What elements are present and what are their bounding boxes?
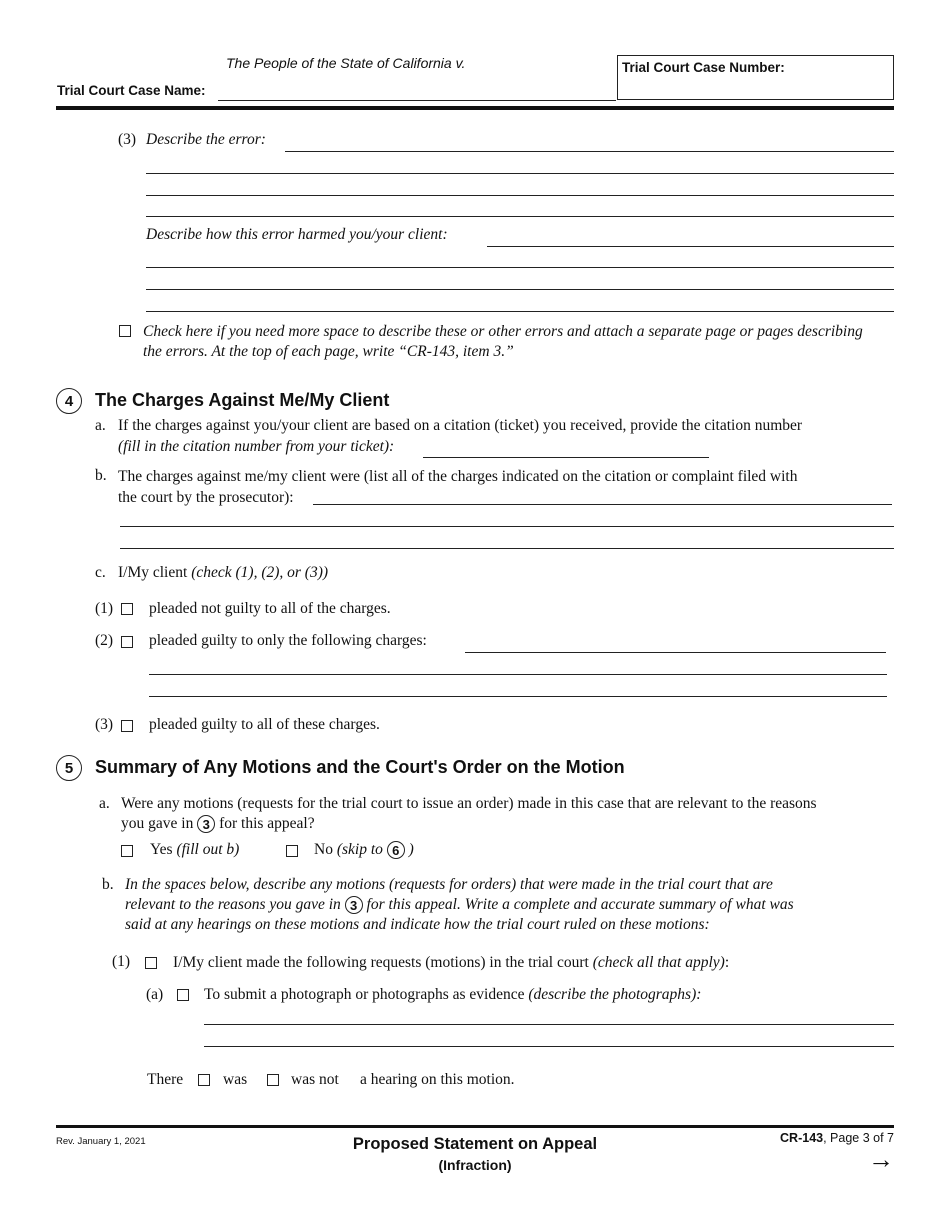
item3-number: (3) bbox=[118, 131, 137, 148]
harm-line-4[interactable] bbox=[146, 311, 894, 312]
pa-number: (a) bbox=[146, 986, 164, 1003]
p1-italic: (check all that apply) bbox=[592, 954, 725, 971]
sec5-a-label: a. bbox=[99, 795, 110, 812]
sec5-b-text3: said at any hearings on these motions and indicate how the trial court ruled on these motions: bbox=[125, 916, 710, 933]
error-line-3[interactable] bbox=[146, 195, 894, 196]
yes-text: Yes bbox=[150, 841, 173, 858]
footer-title: Proposed Statement on Appeal bbox=[352, 1135, 598, 1153]
item-3-reference: 3 bbox=[197, 815, 215, 833]
pa-italic: (describe the photographs): bbox=[528, 986, 702, 1003]
revision-date: Rev. January 1, 2021 bbox=[56, 1136, 146, 1147]
sec5-b-label: b. bbox=[102, 876, 114, 893]
sec4-a-label: a. bbox=[95, 417, 106, 434]
hearing-was-checkbox[interactable] bbox=[198, 1074, 210, 1086]
harm-line-3[interactable] bbox=[146, 289, 894, 290]
motions-no-label bbox=[314, 841, 414, 859]
header-rule bbox=[56, 106, 894, 110]
p1-number: (1) bbox=[112, 953, 131, 970]
sec5-a-pre: you gave in bbox=[121, 815, 194, 832]
section-4-title: The Charges Against Me/My Client bbox=[95, 390, 390, 410]
sec5-a-text1: Were any motions (requests for the trial court to issue an order) made in this case that are relevant to the reasons bbox=[121, 795, 817, 812]
opt3-text: pleaded guilty to all of these charges. bbox=[149, 716, 380, 733]
more-space-checkbox[interactable] bbox=[119, 325, 131, 337]
pa-main: To submit a photograph or photographs as evidence bbox=[204, 986, 525, 1003]
p1-text bbox=[173, 954, 729, 972]
footer-rule bbox=[56, 1125, 894, 1128]
sec4-a-text: If the charges against you/your client are based on a citation (ticket) you received, provide the citation number bbox=[118, 417, 803, 434]
item-6-reference: 6 bbox=[387, 841, 405, 859]
describe-harm-label: Describe how this error harmed you/your client: bbox=[146, 226, 448, 243]
case-name-label: Trial Court Case Name: bbox=[57, 83, 206, 98]
harm-line-1[interactable] bbox=[487, 246, 894, 247]
hearing-was: was bbox=[223, 1071, 248, 1088]
no-italic: (skip to bbox=[336, 841, 383, 858]
sec5-a-text2 bbox=[121, 815, 315, 833]
pa-text bbox=[204, 986, 701, 1004]
sec4-a-italic: (fill in the citation number from your ticket): bbox=[118, 438, 395, 455]
opt1-number: (1) bbox=[95, 600, 114, 617]
citation-number-field[interactable] bbox=[423, 457, 709, 458]
motions-yes-checkbox[interactable] bbox=[121, 845, 133, 857]
error-line-1[interactable] bbox=[285, 151, 894, 152]
guilty-charges-line-2[interactable] bbox=[149, 674, 887, 675]
not-guilty-checkbox[interactable] bbox=[121, 603, 133, 615]
case-number-label: Trial Court Case Number: bbox=[622, 60, 785, 75]
opt2-number: (2) bbox=[95, 632, 114, 649]
page-number: , Page 3 of 7 bbox=[823, 1131, 894, 1145]
yes-italic: (fill out b) bbox=[176, 841, 240, 858]
sec5-a-post: for this appeal? bbox=[219, 815, 315, 832]
footer-subtitle: (Infraction) bbox=[438, 1157, 512, 1173]
hearing-rest: a hearing on this motion. bbox=[360, 1071, 515, 1088]
motions-yes-label bbox=[150, 841, 239, 859]
error-line-2[interactable] bbox=[146, 173, 894, 174]
motions-no-checkbox[interactable] bbox=[286, 845, 298, 857]
opt2-text: pleaded guilty to only the following charges: bbox=[149, 632, 427, 649]
form-id: CR-143 bbox=[780, 1131, 824, 1145]
photograph-checkbox[interactable] bbox=[177, 989, 189, 1001]
sec4-b-text2: the court by the prosecutor): bbox=[118, 489, 294, 506]
sec4-c-main: I/My client bbox=[118, 564, 188, 581]
opt1-text: pleaded not guilty to all of the charges. bbox=[149, 600, 391, 617]
case-name-field[interactable] bbox=[218, 100, 616, 101]
guilty-some-checkbox[interactable] bbox=[121, 636, 133, 648]
guilty-charges-line-3[interactable] bbox=[149, 696, 887, 697]
hearing-there: There bbox=[147, 1071, 184, 1088]
item-3-reference-b: 3 bbox=[345, 896, 363, 914]
sec5-b-text2 bbox=[125, 896, 794, 914]
guilty-charges-line-1[interactable] bbox=[465, 652, 886, 653]
charges-line-1[interactable] bbox=[313, 504, 892, 505]
made-requests-checkbox[interactable] bbox=[145, 957, 157, 969]
section-5-number: 5 bbox=[56, 755, 82, 781]
describe-error-label: Describe the error: bbox=[146, 131, 266, 148]
hearing-was-not-checkbox[interactable] bbox=[267, 1074, 279, 1086]
people-text: The People of the State of California v. bbox=[226, 55, 466, 71]
no-close: ) bbox=[408, 841, 414, 858]
charges-line-2[interactable] bbox=[120, 526, 894, 527]
photograph-line-1[interactable] bbox=[204, 1024, 894, 1025]
sec5-b-pre: relevant to the reasons you gave in bbox=[125, 896, 341, 913]
page-indicator bbox=[780, 1131, 894, 1145]
error-line-4[interactable] bbox=[146, 216, 894, 217]
sec4-c-label: c. bbox=[95, 564, 106, 581]
sec4-c-text bbox=[118, 564, 328, 582]
p1-colon: : bbox=[724, 954, 730, 971]
sec4-b-text1: The charges against me/my client were (list all of the charges indicated on the citation or complaint filed with bbox=[118, 468, 798, 485]
photograph-line-2[interactable] bbox=[204, 1046, 894, 1047]
opt3-number: (3) bbox=[95, 716, 114, 733]
hearing-was-not: was not bbox=[291, 1071, 339, 1088]
sec5-b-text1: In the spaces below, describe any motions (requests for orders) that were made in the trial court that are bbox=[125, 876, 773, 893]
sec5-b-post: for this appeal. Write a complete and accurate summary of what was bbox=[366, 896, 794, 913]
harm-line-2[interactable] bbox=[146, 267, 894, 268]
sec4-b-label: b. bbox=[95, 467, 107, 484]
sec4-c-italic: (check (1), (2), or (3)) bbox=[191, 564, 329, 581]
p1-main: I/My client made the following requests (motions) in the trial court bbox=[173, 954, 589, 971]
case-number-box[interactable] bbox=[617, 55, 894, 100]
more-space-text: Check here if you need more space to describe these or other errors and attach a separate page or pages describing the errors. At the top of each page, write “CR-143, item 3.” bbox=[143, 323, 863, 360]
section-4-number: 4 bbox=[56, 388, 82, 414]
no-text: No bbox=[314, 841, 333, 858]
charges-line-3[interactable] bbox=[120, 548, 894, 549]
guilty-all-checkbox[interactable] bbox=[121, 720, 133, 732]
next-page-arrow-icon[interactable]: → bbox=[868, 1144, 894, 1174]
section-5-title: Summary of Any Motions and the Court's Order on the Motion bbox=[95, 757, 625, 777]
